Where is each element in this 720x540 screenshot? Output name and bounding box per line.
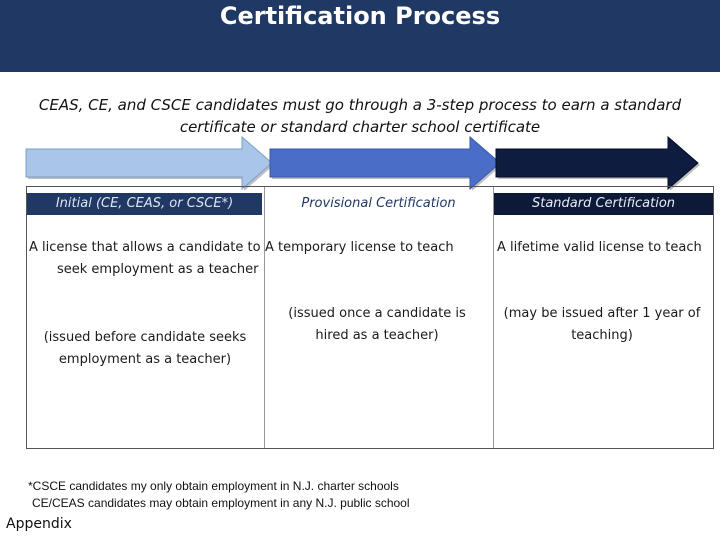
- column-divider: [493, 187, 494, 448]
- process-arrows: [0, 136, 720, 190]
- process-subtitle: CEAS, CE, and CSCE candidates must go through a 3-step process to earn a standard certificate or standard charter school certificate: [38, 96, 682, 136]
- footnote: [28, 478, 410, 512]
- step-3-note: (may be issued after 1 year of teaching): [503, 306, 701, 343]
- steps-table: [26, 186, 714, 449]
- step-1-arrow: [26, 137, 274, 190]
- step-1-description: A license that allows a candidate to seek employment as a teacher: [29, 240, 261, 277]
- step-3-description: A lifetime valid license to teach: [497, 240, 702, 255]
- step-1-note: (issued before candidate seeks employment as a teacher): [43, 330, 247, 367]
- footnote-line-2: CE/CEAS candidates may obtain employment in any N.J. public school: [32, 496, 410, 510]
- step-2-title: Provisional Certification: [265, 193, 492, 215]
- page-title: Certification Process: [219, 2, 501, 30]
- title-bar: [0, 0, 720, 72]
- step-2-note: (issued once a candidate is hired as a teacher): [288, 306, 466, 343]
- step-3-arrow: [496, 137, 700, 190]
- appendix-label: Appendix: [6, 516, 72, 532]
- column-divider: [264, 187, 265, 448]
- step-2-description: A temporary license to teach: [265, 240, 454, 255]
- footnote-line-1: *CSCE candidates my only obtain employment in N.J. charter schools: [28, 479, 399, 493]
- step-2-arrow: [270, 137, 502, 190]
- step-1-title: Initial (CE, CEAS, or CSCE*): [27, 193, 262, 215]
- step-3-title: Standard Certification: [494, 193, 713, 215]
